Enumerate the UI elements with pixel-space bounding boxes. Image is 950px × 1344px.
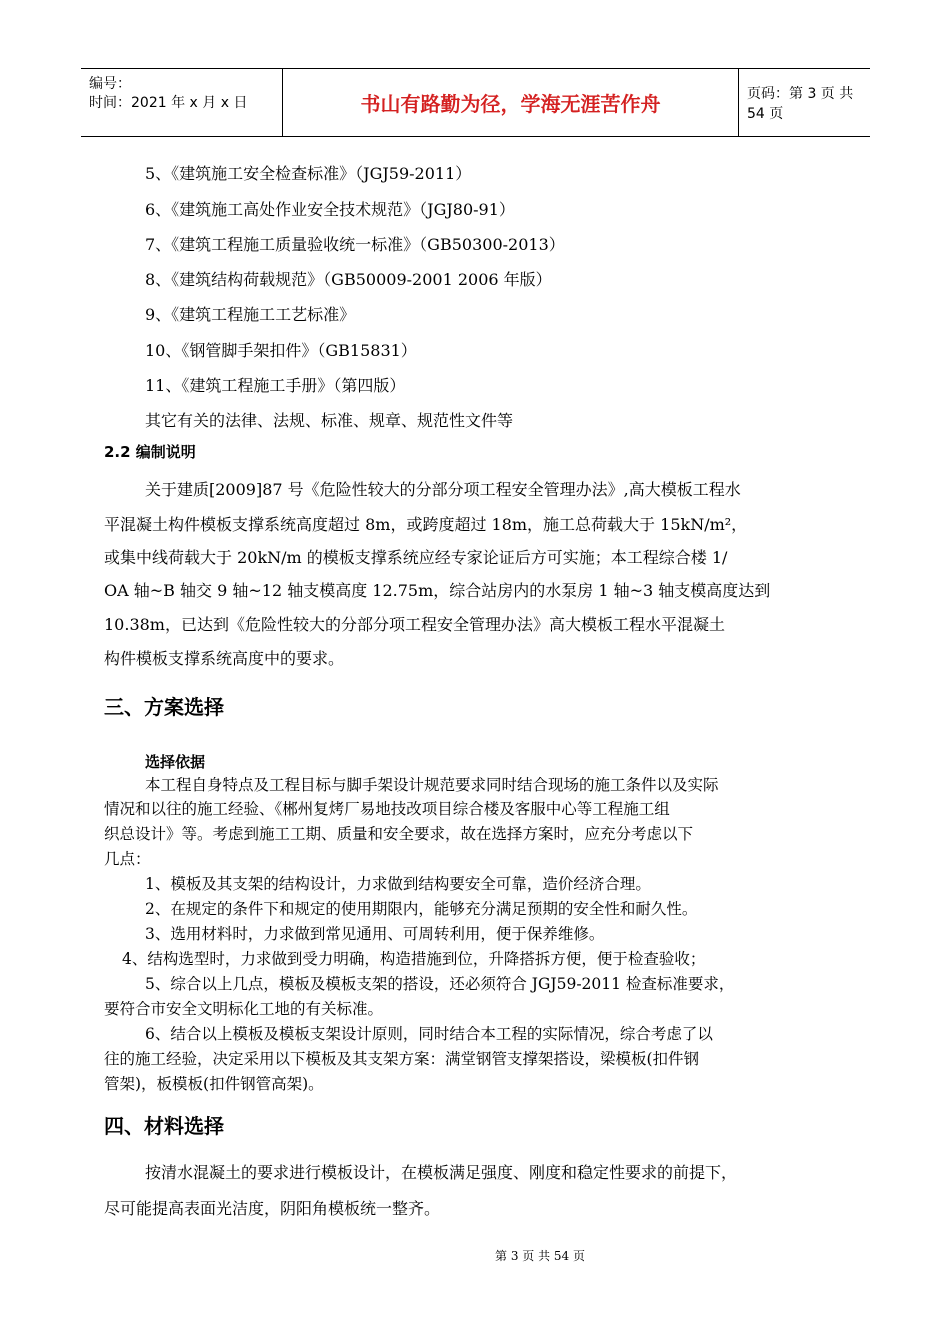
section-2-2-heading: 2.2 编制说明 [104,443,196,461]
ref-item: 其它有关的法律、法规、标准、规章、规范性文件等 [145,411,514,430]
paragraph-line: 按清水混凝土的要求进行模板设计，在模板满足强度、刚度和稳定性要求的前提下， [145,1163,738,1182]
section-3-subheading: 选择依据 [145,753,206,771]
paragraph-line: 管架)，板模板(扣件钢管高架)。 [104,1075,324,1093]
ref-item: 11、《建筑工程施工手册》（第四版） [145,376,406,395]
time-label: 时间：2021 年 x 月 x 日 [89,95,248,111]
paragraph-line: 或集中线荷载大于 20kN/m 的模板支撑系统应经专家论证后方可实施；本工程综合楼 1/ [104,548,728,567]
page-footer: 第 3 页 共 54 页 [495,1249,585,1263]
list-item: 5、综合以上几点，模板及模板支架的搭设，还必须符合 JGJ59-2011 检查标准要求， [145,975,735,993]
paragraph-line: 织总设计》等。考虑到施工工期、质量和安全要求，故在选择方案时，应充分考虑以下 [104,825,694,843]
paragraph-line: 构件模板支撑系统高度中的要求。 [104,649,345,668]
paragraph-line: OA 轴~B 轴交 9 轴~12 轴支模高度 12.75m，综合站房内的水泵房 1 轴~3 轴支模高度达到 [104,581,771,600]
ref-item: 10、《钢管脚手架扣件》（GB15831） [145,341,417,360]
ref-item: 5、《建筑施工安全检查标准》（JGJ59-2011） [145,164,472,183]
list-item: 6、结合以上模板及模板支架设计原则，同时结合本工程的实际情况，综合考虑了以 [145,1025,713,1043]
list-item: 3、选用材料时，力求做到常见通用、可周转利用，便于保养维修。 [145,925,605,943]
ref-item: 9、《建筑工程施工工艺标准》 [145,305,356,324]
paragraph-line: 往的施工经验，决定采用以下模板及其支架方案：满堂钢管支撑架搭设，梁模板(扣件钢 [104,1050,700,1068]
ref-item: 8、《建筑结构荷载规范》（GB50009-2001 2006 年版） [145,270,552,289]
paragraph-line: 关于建质[2009]87 号《危险性较大的分部分项工程安全管理办法》,高大模板工程水 [145,480,741,499]
header-meta [81,69,281,136]
motto: 书山有路勤为径，学海无涯苦作舟 [360,92,661,116]
section-3-heading: 三、方案选择 [104,695,224,719]
paragraph-line: 尽可能提高表面光洁度，阴阳角模板统一整齐。 [104,1199,441,1218]
page-header [81,68,870,137]
paragraph-line: 10.38m，已达到《危险性较大的分部分项工程安全管理办法》高大模板工程水平混凝土 [104,615,725,634]
paragraph-line: 情况和以往的施工经验、《郴州复烤厂易地技改项目综合楼及客服中心等工程施工组 [104,800,670,818]
paragraph-line: 要符合市安全文明标化工地的有关标准。 [104,1000,384,1018]
section-4-heading: 四、材料选择 [104,1114,224,1138]
ref-item: 7、《建筑工程施工质量验收统一标准》（GB50300-2013） [145,235,565,254]
page-indicator: 页码：第 3 页 共 54 页 [747,85,854,122]
list-item: 2、在规定的条件下和规定的使用期限内，能够充分满足预期的安全性和耐久性。 [145,900,698,918]
paragraph-line: 平混凝土构件模板支撑系统高度超过 8m，或跨度超过 18m，施工总荷载大于 15kN/m²， [104,515,748,534]
number-label: 编号： [89,76,131,92]
list-item: 1、模板及其支架的结构设计，力求做到结构要安全可靠，造价经济合理。 [145,875,651,893]
list-item: 4、结构选型时，力求做到受力明确，构造措施到位，升降搭拆方便，便于检查验收； [122,950,706,968]
paragraph-line: 本工程自身特点及工程目标与脚手架设计规范要求同时结合现场的施工条件以及实际 [145,776,719,794]
paragraph-line: 几点： [104,850,151,868]
ref-item: 6、《建筑施工高处作业安全技术规范》（JGJ80-91） [145,200,515,219]
header-motto-cell [282,69,739,136]
